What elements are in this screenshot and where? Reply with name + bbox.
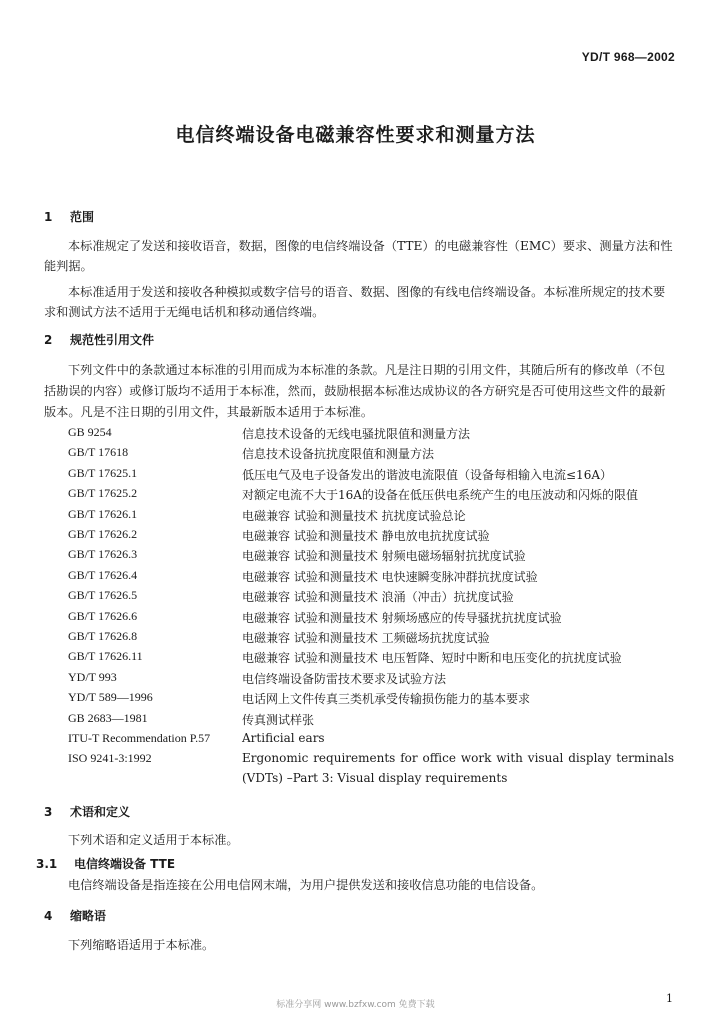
references-intro: 下列文件中的条款通过本标准的引用而成为本标准的条款。凡是注日期的引用文件，其随后所有的修改单（不包括勘误的内容）或修订版均不适用于本标准，然而，鼓励根据本标准达成协议的各方研究是否可使用这些文件的最新版本。凡是不注日期的引用文件，其最新版本适用于本标准。: [44, 363, 666, 419]
section-number: 2: [44, 333, 53, 347]
reference-code: GB 2683—1981: [68, 710, 148, 725]
footer-watermark: 标准分享网 www.bzfxw.com 免费下载: [276, 1000, 435, 1010]
reference-title: 信息技术设备的无线电骚扰限值和测量方法: [242, 427, 471, 441]
reference-code: ITU-T Recommendation P.57: [68, 731, 211, 745]
reference-title: 电磁兼容 试验和测量技术 静电放电抗扰度试验: [242, 529, 490, 543]
document-title: 电信终端设备电磁兼容性要求和测量方法: [175, 124, 536, 146]
reference-title: 电磁兼容 试验和测量技术 工频磁场抗扰度试验: [242, 631, 490, 645]
reference-title: Ergonomic requirements for office work with visual display terminals (VDTs) –Part 3: Visual display requirements: [242, 751, 674, 786]
subsection-title: 电信终端设备 TTE: [74, 857, 176, 871]
reference-code: GB/T 17626.4: [68, 567, 138, 582]
section-4-heading: [44, 907, 106, 924]
section-1-heading: [44, 208, 94, 225]
reference-title: 电话网上文件传真三类机承受传输损伤能力的基本要求: [242, 692, 531, 707]
reference-code: GB/T 17626.8: [68, 629, 138, 643]
reference-title: Artificial ears: [242, 731, 325, 745]
reference-code: GB/T 17625.1: [68, 465, 138, 480]
reference-title: 电磁兼容 试验和测量技术 射频电磁场辐射抗扰度试验: [242, 549, 526, 564]
reference-code: YD/T 993: [68, 669, 117, 684]
reference-title: 电磁兼容 试验和测量技术 电压暂降、短时中断和电压变化的抗扰度试验: [242, 651, 622, 666]
term-definition: 电信终端设备是指连接在公用电信网末端，为用户提供发送和接收信息功能的电信设备。: [68, 878, 544, 892]
section-number: 4: [44, 909, 53, 923]
reference-code: GB/T 17626.6: [68, 608, 138, 623]
reference-code: GB/T 17625.2: [68, 486, 138, 501]
reference-code: ISO 9241-3:1992: [68, 751, 152, 766]
section-title: 范围: [70, 210, 95, 224]
subsection-3-1-heading: [36, 855, 175, 872]
reference-title: 电磁兼容 试验和测量技术 射频场感应的传导骚扰抗扰度试验: [242, 610, 562, 625]
reference-code: GB/T 17626.5: [68, 588, 138, 603]
reference-title: 电磁兼容 试验和测量技术 抗扰度试验总论: [242, 508, 466, 523]
scope-paragraph-1: 本标准规定了发送和接收语音，数据，图像的电信终端设备（TTE）的电磁兼容性（EMC）要求、测量方法和性能判据。: [44, 239, 673, 273]
section-3-heading: [44, 803, 130, 820]
section-2-heading: [44, 331, 154, 348]
subsection-number: 3.1: [36, 857, 58, 871]
section-title: 术语和定义: [70, 805, 131, 819]
reference-code: YD/T 589—1996: [68, 690, 153, 705]
section-number: 1: [44, 210, 53, 224]
reference-code: GB/T 17618: [68, 445, 129, 460]
reference-code: GB 9254: [68, 425, 112, 439]
reference-title: 电磁兼容 试验和测量技术 电快速瞬变脉冲群抗扰度试验: [242, 569, 538, 584]
abbreviations-intro: 下列缩略语适用于本标准。: [68, 938, 215, 952]
terms-intro: 下列术语和定义适用于本标准。: [68, 833, 239, 847]
reference-title: 信息技术设备抗扰度限值和测量方法: [242, 447, 435, 462]
reference-title: 传真测试样张: [242, 712, 315, 727]
reference-title: 对额定电流不大于16A的设备在低压供电系统产生的电压波动和闪烁的限值: [242, 488, 638, 503]
scope-paragraph-2: 本标准适用于发送和接收各种模拟或数字信号的语音、数据、图像的有线电信终端设备。本标准所规定的技术要求和测试方法不适用于无绳电话机和移动通信终端。: [44, 285, 666, 319]
reference-code: GB/T 17626.3: [68, 547, 138, 562]
reference-code: GB/T 17626.1: [68, 506, 138, 521]
standard-code: YD/T 968—2002: [581, 50, 675, 64]
reference-code: GB/T 17626.11: [68, 649, 143, 664]
section-title: 缩略语: [70, 909, 107, 923]
page-number: 1: [666, 992, 673, 1005]
reference-title: 低压电气及电子设备发出的谐波电流限值（设备每相输入电流≤16A）: [242, 467, 612, 482]
reference-title: 电磁兼容 试验和测量技术 浪涌（冲击）抗扰度试验: [242, 590, 514, 605]
section-title: 规范性引用文件: [70, 333, 155, 347]
reference-code: GB/T 17626.2: [68, 527, 138, 541]
section-number: 3: [44, 805, 53, 819]
reference-title: 电信终端设备防雷技术要求及试验方法: [242, 671, 447, 686]
